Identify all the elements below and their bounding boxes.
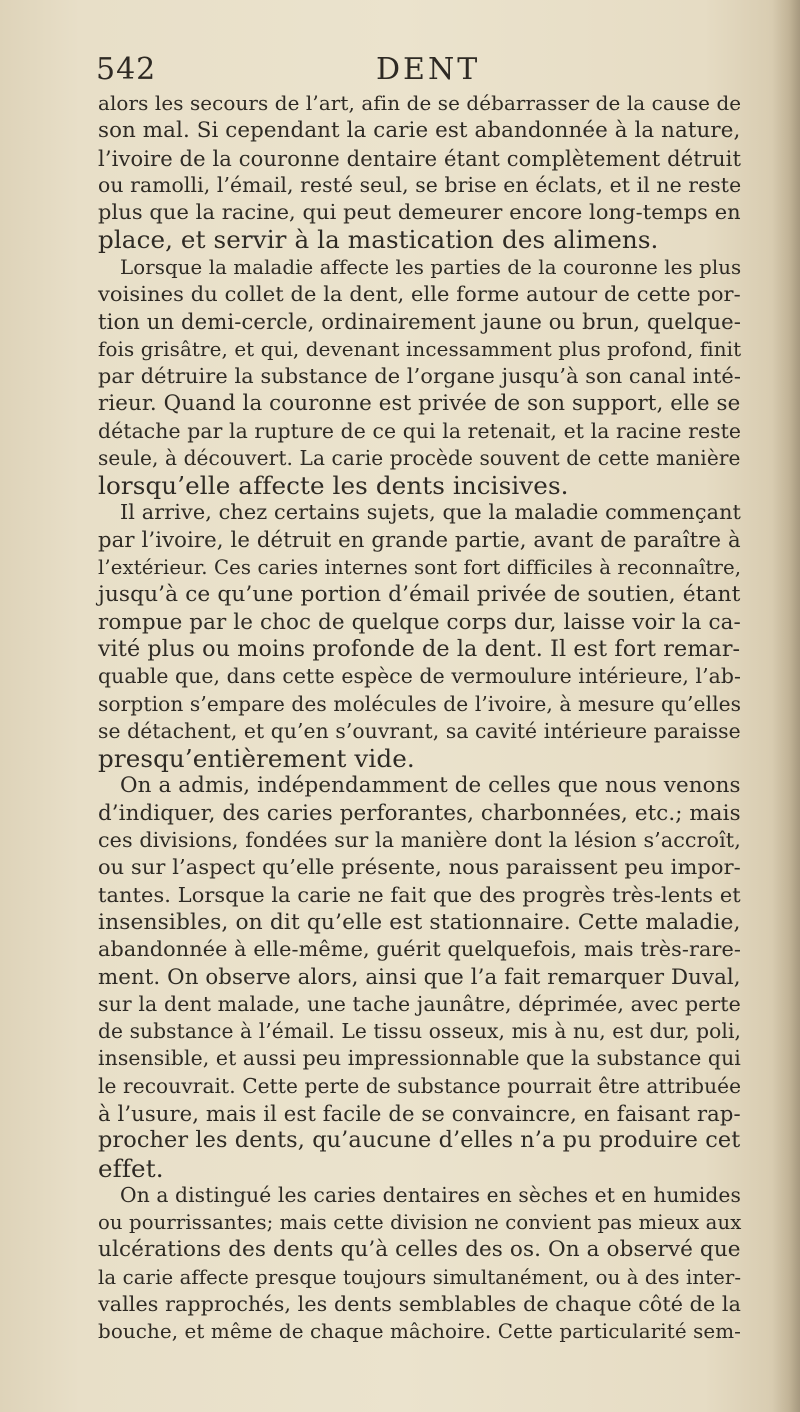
text-line: se détachent, et qu’en s’ouvrant, sa cavité intérieure paraisse <box>98 718 741 743</box>
page-header <box>96 50 736 94</box>
text-line: vité plus ou moins profonde de la dent. Il est fort remar- <box>98 635 741 662</box>
text-line: lorsqu’elle affecte les dents incisives. <box>98 471 569 501</box>
body-text <box>98 90 740 1346</box>
running-head: DENT <box>376 52 481 87</box>
text-line: rompue par le choc de quelque corps dur, laisse voir la ca- <box>98 609 741 635</box>
text-line: ulcérations des dents qu’à celles des os. On a observé que <box>98 1237 741 1263</box>
text-line: sur la dent malade, une tache jaunâtre, déprimée, avec perte <box>98 991 741 1016</box>
text-line: presqu’entièrement vide. <box>98 744 415 774</box>
text-line: Lorsque la maladie affecte les parties de la couronne les plus <box>120 255 742 279</box>
text-line: insensible, et aussi peu impressionnable que la substance qui <box>98 1046 741 1071</box>
text-line: fois grisâtre, et qui, devenant incessamment plus profond, finit <box>98 337 742 361</box>
text-line: On a distingué les caries dentaires en sèches et en humides <box>120 1182 741 1207</box>
text-line: voisines du collet de la dent, elle forme autour de cette por- <box>98 282 741 307</box>
text-line: le recouvrait. Cette perte de substance pourrait être attribuée <box>98 1073 742 1098</box>
text-line: ou sur l’aspect qu’elle présente, nous paraissent peu impor- <box>98 855 741 880</box>
text-line: On a admis, indépendamment de celles que nous venons <box>120 773 741 799</box>
text-line: à l’usure, mais il est facile de se convaincre, en faisant rap- <box>98 1100 741 1126</box>
text-line: alors les secours de l’art, afin de se débarrasser de la cause de <box>98 92 742 115</box>
text-line: tion un demi-cercle, ordinairement jaune ou brun, quelque- <box>98 309 741 335</box>
text-line: insensibles, on dit qu’elle est stationnaire. Cette maladie, <box>98 909 741 935</box>
text-line: abandonnée à elle-même, guérit quelquefois, mais très-rare- <box>98 937 742 962</box>
text-line: ces divisions, fondées sur la manière dont la lésion s’accroît, <box>98 828 741 853</box>
page-edge-shadow <box>772 0 800 1412</box>
text-line: par l’ivoire, le détruit en grande partie, avant de paraître à <box>98 527 741 553</box>
text-line: tantes. Lorsque la carie ne fait que des progrès très-lents et <box>98 882 741 907</box>
text-line: son mal. Si cependant la carie est abandonnée à la nature, <box>98 118 741 144</box>
text-line: seule, à découvert. La carie procède souvent de cette manière <box>98 445 741 470</box>
text-line: place, et servir à la mastication des alimens. <box>98 225 659 255</box>
text-line: ou ramolli, l’émail, resté seul, se brise en éclats, et il ne reste <box>98 172 742 197</box>
text-line: ou pourrissantes; mais cette division ne convient pas mieux aux <box>98 1211 742 1235</box>
text-line: bouche, et même de chaque mâchoire. Cette particularité sem- <box>98 1320 741 1344</box>
text-line: par détruire la substance de l’organe jusqu’à son canal inté- <box>98 363 741 388</box>
text-line: rieur. Quand la couronne est privée de son support, elle se <box>98 391 741 417</box>
text-line: l’extérieur. Ces caries internes sont fort difficiles à reconnaître, <box>98 556 742 580</box>
text-line: valles rapprochés, les dents semblables de chaque côté de la <box>98 1292 741 1317</box>
text-line: quable que, dans cette espèce de vermoulure intérieure, l’ab- <box>98 664 742 689</box>
text-line: sorption s’empare des molécules de l’ivoire, à mesure qu’elles <box>98 691 742 716</box>
text-line: effet. <box>98 1153 164 1183</box>
text-line: procher les dents, qu’aucune d’elles n’a pu produire cet <box>98 1127 741 1154</box>
text-line: ment. On observe alors, ainsi que l’a fait remarquer Duval, <box>98 964 741 990</box>
page-number: 542 <box>96 52 157 87</box>
text-line: d’indiquer, des caries perforantes, charbonnées, etc.; mais <box>98 800 741 826</box>
text-line: la carie affecte presque toujours simultanément, ou à des inter- <box>98 1265 742 1289</box>
text-line: détache par la rupture de ce qui la retenait, et la racine reste <box>98 418 742 443</box>
text-line: Il arrive, chez certains sujets, que la maladie commençant <box>120 500 741 525</box>
text-line: jusqu’à ce qu’une portion d’émail privée de soutien, étant <box>98 582 741 608</box>
text-line: l’ivoire de la couronne dentaire étant complètement détruit <box>98 145 742 171</box>
text-line: de substance à l’émail. Le tissu osseux, mis à nu, est dur, poli, <box>98 1019 742 1044</box>
text-line: plus que la racine, qui peut demeurer encore long-temps en <box>98 200 741 225</box>
